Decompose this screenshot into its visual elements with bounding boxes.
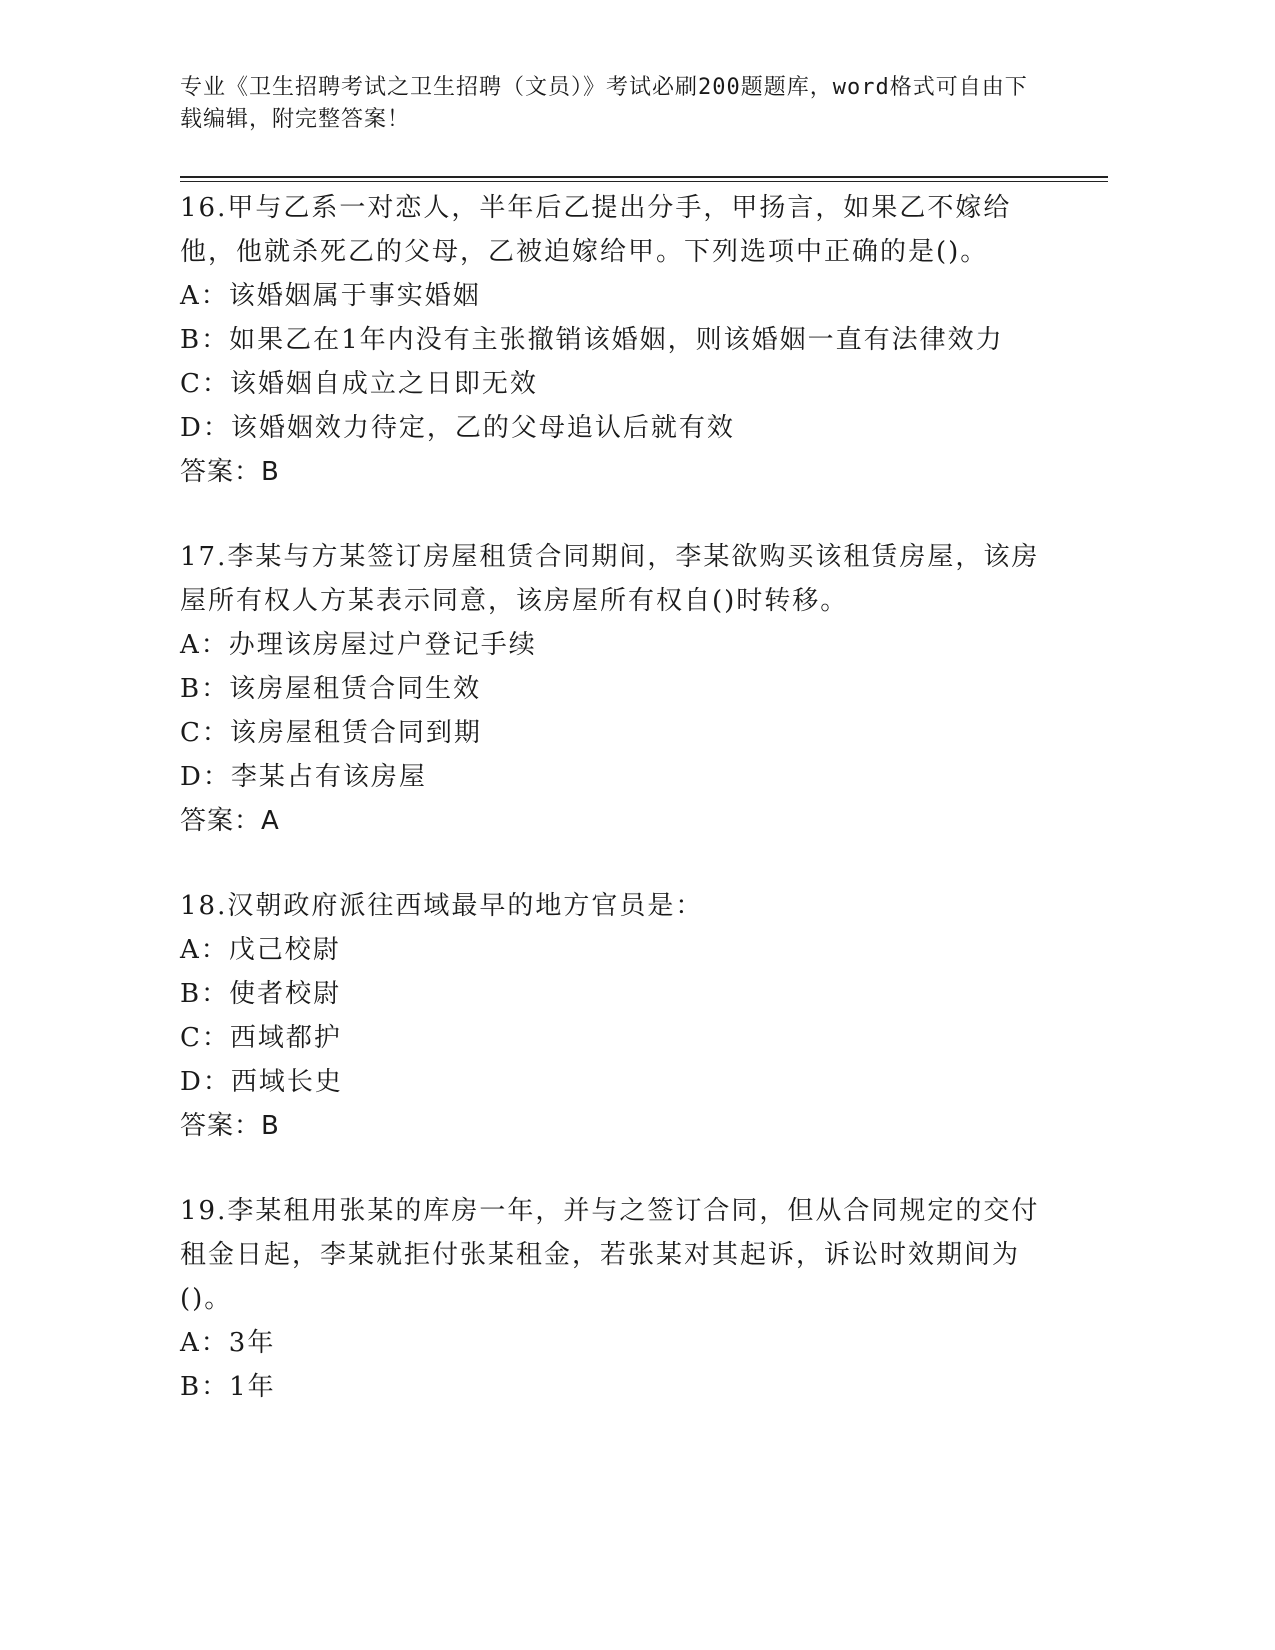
question-18 xyxy=(180,884,1040,1148)
question-stem: 17.李某与方某签订房屋租赁合同期间，李某欲购买该租赁房屋，该房屋所有权人方某表示同意，该房屋所有权自()时转移。 xyxy=(180,542,1040,616)
question-stem: 16.甲与乙系一对恋人，半年后乙提出分手，甲扬言，如果乙不嫁给他，他就杀死乙的父母，乙被迫嫁给甲。下列选项中正确的是()。 xyxy=(180,193,1012,267)
option-b: B：该房屋租赁合同生效 xyxy=(180,674,482,704)
header-rule-thin xyxy=(180,181,1108,182)
option-a: A：戊己校尉 xyxy=(180,935,341,965)
question-list xyxy=(180,186,1040,1450)
document-header: 专业《卫生招聘考试之卫生招聘（文员）》考试必刷200题题库，word格式可自由下载编辑，附完整答案！ xyxy=(180,75,1028,132)
question-19 xyxy=(180,1189,1040,1409)
option-a: A：该婚姻属于事实婚姻 xyxy=(180,281,481,311)
question-16 xyxy=(180,186,1040,494)
option-b: B：如果乙在1年内没有主张撤销该婚姻，则该婚姻一直有法律效力 xyxy=(180,325,1004,355)
header-rule-thick xyxy=(180,176,1108,178)
option-d: D：李某占有该房屋 xyxy=(180,762,427,792)
option-b: B：1年 xyxy=(180,1372,276,1402)
option-a: A：3年 xyxy=(180,1328,276,1358)
document-page xyxy=(180,0,1110,1650)
option-d: D：西域长史 xyxy=(180,1067,343,1097)
option-d: D：该婚姻效力待定，乙的父母追认后就有效 xyxy=(180,413,735,443)
option-c: C：该房屋租赁合同到期 xyxy=(180,718,482,748)
answer-line: 答案：A xyxy=(180,806,280,836)
question-17 xyxy=(180,535,1040,843)
question-stem: 18.汉朝政府派往西域最早的地方官员是： xyxy=(180,891,704,921)
answer-line: 答案：B xyxy=(180,457,280,487)
option-c: C：西域都护 xyxy=(180,1023,342,1053)
answer-line: 答案：B xyxy=(180,1111,280,1141)
option-a: A：办理该房屋过户登记手续 xyxy=(180,630,537,660)
question-stem: 19.李某租用张某的库房一年，并与之签订合同，但从合同规定的交付租金日起，李某就拒付张某租金，若张某对其起诉，诉讼时效期间为()。 xyxy=(180,1196,1040,1314)
option-c: C：该婚姻自成立之日即无效 xyxy=(180,369,538,399)
option-b: B：使者校尉 xyxy=(180,979,342,1009)
